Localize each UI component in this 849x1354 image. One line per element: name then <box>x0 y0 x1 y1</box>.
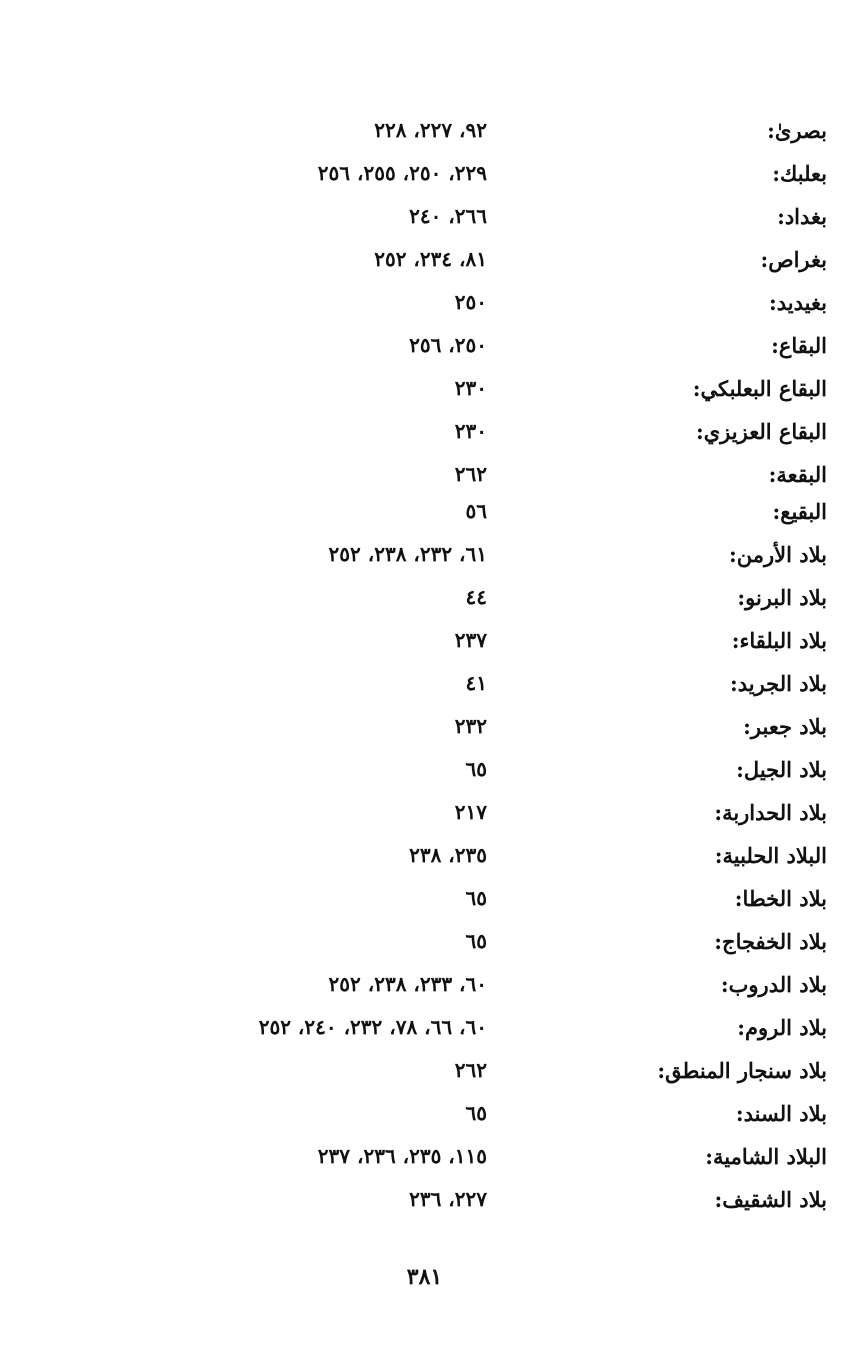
index-entry <box>0 286 849 329</box>
page-references: ١١٥، ٢٣٥، ٢٣٦، ٢٣٧ <box>317 1144 487 1168</box>
page-references: ٦٥ <box>465 886 487 910</box>
index-entry <box>0 624 849 667</box>
index-entry <box>0 1140 849 1183</box>
page-references: ٨١، ٢٣٤، ٢٥٢ <box>374 247 487 271</box>
page-number: ٣٨١ <box>406 1264 443 1290</box>
page-references: ٦٥ <box>465 757 487 781</box>
page-references: ٢٦٢ <box>454 462 487 486</box>
place-name: بغيديد: <box>769 290 827 315</box>
index-entry <box>0 200 849 243</box>
page-references: ٢٦٦، ٢٤٠ <box>409 204 487 228</box>
page-references: ٢١٧ <box>454 800 487 824</box>
place-name: بلاد الدروب: <box>720 972 827 997</box>
index-entry <box>0 1097 849 1140</box>
place-name: البقعة: <box>768 462 827 487</box>
index-entry <box>0 1054 849 1097</box>
index-entry <box>0 243 849 286</box>
index-entry <box>0 667 849 710</box>
index-entry <box>0 581 849 624</box>
place-index-list <box>0 114 849 1226</box>
page-references: ٤١ <box>465 671 487 695</box>
place-name: بغداد: <box>777 204 827 229</box>
index-entry <box>0 415 849 458</box>
place-name: بلاد الخطا: <box>734 886 827 911</box>
index-entry <box>0 495 849 538</box>
index-entry <box>0 839 849 882</box>
page-references: ٦١، ٢٣٢، ٢٣٨، ٢٥٢ <box>328 542 487 566</box>
place-name: بلاد الخفجاج: <box>714 929 827 954</box>
index-entry <box>0 882 849 925</box>
index-entry <box>0 796 849 839</box>
place-name: البلاد الشامية: <box>705 1144 827 1169</box>
page-references: ٦٥ <box>465 929 487 953</box>
place-name: البقاع البعلبكي: <box>692 376 827 401</box>
place-name: البلاد الحلبية: <box>714 843 827 868</box>
page-references: ٢٢٩، ٢٥٠، ٢٥٥، ٢٥٦ <box>317 161 487 185</box>
place-name: بلاد الأرمن: <box>729 542 827 567</box>
page-references: ٢٣٠ <box>454 419 487 443</box>
page-references: ٩٢، ٢٢٧، ٢٢٨ <box>374 118 487 142</box>
page-references: ٢٦٢ <box>454 1058 487 1082</box>
index-entry <box>0 372 849 415</box>
place-name: بلاد الحداربة: <box>714 800 827 825</box>
index-entry <box>0 458 849 495</box>
page-references: ٦٥ <box>465 1101 487 1125</box>
index-entry <box>0 925 849 968</box>
index-entry <box>0 1011 849 1054</box>
place-name: بغراص: <box>760 247 827 272</box>
place-name: البقاع العزيزي: <box>695 419 827 444</box>
index-entry <box>0 157 849 200</box>
page-references: ٢٥٠ <box>454 290 487 314</box>
place-name: بلاد البرنو: <box>737 585 827 610</box>
index-entry <box>0 329 849 372</box>
place-name: بلاد الجيل: <box>736 757 827 782</box>
place-name: بعلبك: <box>772 161 827 186</box>
index-entry <box>0 1183 849 1226</box>
page-references: ٥٦ <box>465 499 487 523</box>
place-name: بلاد الجريد: <box>729 671 827 696</box>
index-entry <box>0 968 849 1011</box>
page-references: ٢٣٢ <box>454 714 487 738</box>
place-name: البقاع: <box>771 333 827 358</box>
page-references: ٦٠، ٦٦، ٧٨، ٢٣٢، ٢٤٠، ٢٥٢ <box>258 1015 487 1039</box>
index-entry <box>0 114 849 157</box>
page-references: ٢٣٧ <box>454 628 487 652</box>
page-references: ٢٥٠، ٢٥٦ <box>409 333 487 357</box>
place-name: بلاد السند: <box>735 1101 827 1126</box>
place-name: بصرىٰ: <box>767 118 827 143</box>
page-references: ٦٠، ٢٣٣، ٢٣٨، ٢٥٢ <box>328 972 487 996</box>
place-name: بلاد سنجار المنطق: <box>657 1058 827 1083</box>
place-name: بلاد الروم: <box>737 1015 827 1040</box>
page-references: ٢٢٧، ٢٣٦ <box>409 1187 487 1211</box>
page-references: ٢٣٥، ٢٣٨ <box>409 843 487 867</box>
page-references: ٢٣٠ <box>454 376 487 400</box>
place-name: البقيع: <box>772 499 827 524</box>
place-name: بلاد جعبر: <box>743 714 827 739</box>
index-entry <box>0 538 849 581</box>
index-entry <box>0 710 849 753</box>
place-name: بلاد البلقاء: <box>731 628 827 653</box>
index-entry <box>0 753 849 796</box>
place-name: بلاد الشقيف: <box>714 1187 827 1212</box>
page-references: ٤٤ <box>465 585 487 609</box>
